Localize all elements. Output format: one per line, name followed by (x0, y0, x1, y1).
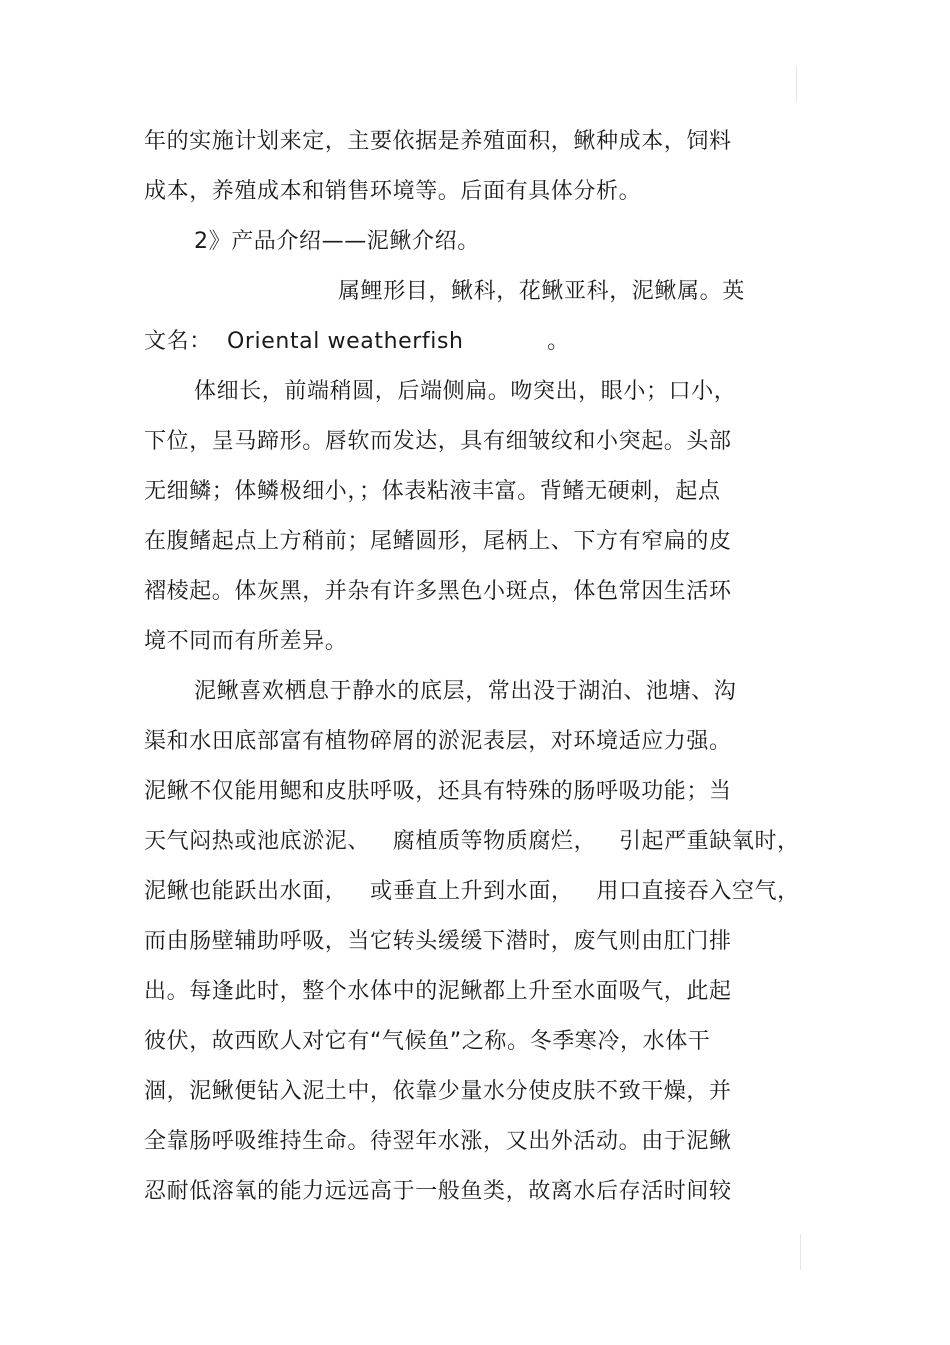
text-line: 褶棱起。体灰黑，并杂有许多黑色小斑点，体色常因生活环 (144, 579, 732, 604)
text-line: 下位，呈马蹄形。唇软而发达，具有细皱纹和小突起。头部 (144, 429, 732, 454)
text-line: 成本，养殖成本和销售环境等。后面有具体分析。 (144, 179, 642, 204)
paragraph-start: 泥鳅喜欢栖息于静水的底层，常出没于湖泊、池塘、沟 (194, 679, 737, 704)
text-line: 在腹鳍起点上方稍前；尾鳍圆形，尾柄上、下方有窄扁的皮 (144, 529, 732, 554)
text-line: 泥鳅也能跃出水面， 或垂直上升到水面， 用口直接吞入空气， (144, 879, 800, 904)
text-line: 彼伏，故西欧人对它有“气候鱼”之称。冬季寒冷，水体干 (144, 1029, 711, 1054)
text-line: 渠和水田底部富有植物碎屑的淤泥表层，对环境适应力强。 (144, 729, 732, 754)
page-edge-mark (796, 66, 797, 102)
text-line: 天气闷热或池底淤泥、 腐植质等物质腐烂， 引起严重缺氧时， (144, 829, 800, 854)
text-line: 无细鳞；体鳞极细小，；体表粘液丰富。背鳍无硬刺，起点 (144, 479, 721, 504)
page-edge-mark (800, 1234, 801, 1270)
text-line: 涸，泥鳅便钻入泥土中，依靠少量水分使皮肤不致干燥，并 (144, 1079, 732, 1104)
text-line: 文名： Oriental weatherfish 。 (144, 329, 570, 354)
paragraph-start: 体细长，前端稍圆，后端侧扁。吻突出，眼小；口小， (194, 379, 737, 404)
text-line: 属鲤形目，鳅科，花鳅亚科，泥鳅属。英 (338, 279, 745, 304)
text-line: 泥鳅不仅能用鳃和皮肤呼吸，还具有特殊的肠呼吸功能；当 (144, 779, 732, 804)
text-line: 而由肠壁辅助呼吸，当它转头缓缓下潜时，废气则由肛门排 (144, 929, 732, 954)
text-line: 忍耐低溶氧的能力远远高于一般鱼类，故离水后存活时间较 (144, 1179, 732, 1204)
text-line: 境不同而有所差异。 (144, 629, 348, 654)
text-line: 全靠肠呼吸维持生命。待翌年水涨，又出外活动。由于泥鳅 (144, 1129, 732, 1154)
text-line: 出。每逢此时，整个水体中的泥鳅都上升至水面吸气，此起 (144, 979, 732, 1004)
text-line: 年的实施计划来定，主要依据是养殖面积，鳅种成本，饲料 (144, 129, 732, 154)
section-heading: 2》产品介绍——泥鳅介绍。 (194, 229, 480, 254)
